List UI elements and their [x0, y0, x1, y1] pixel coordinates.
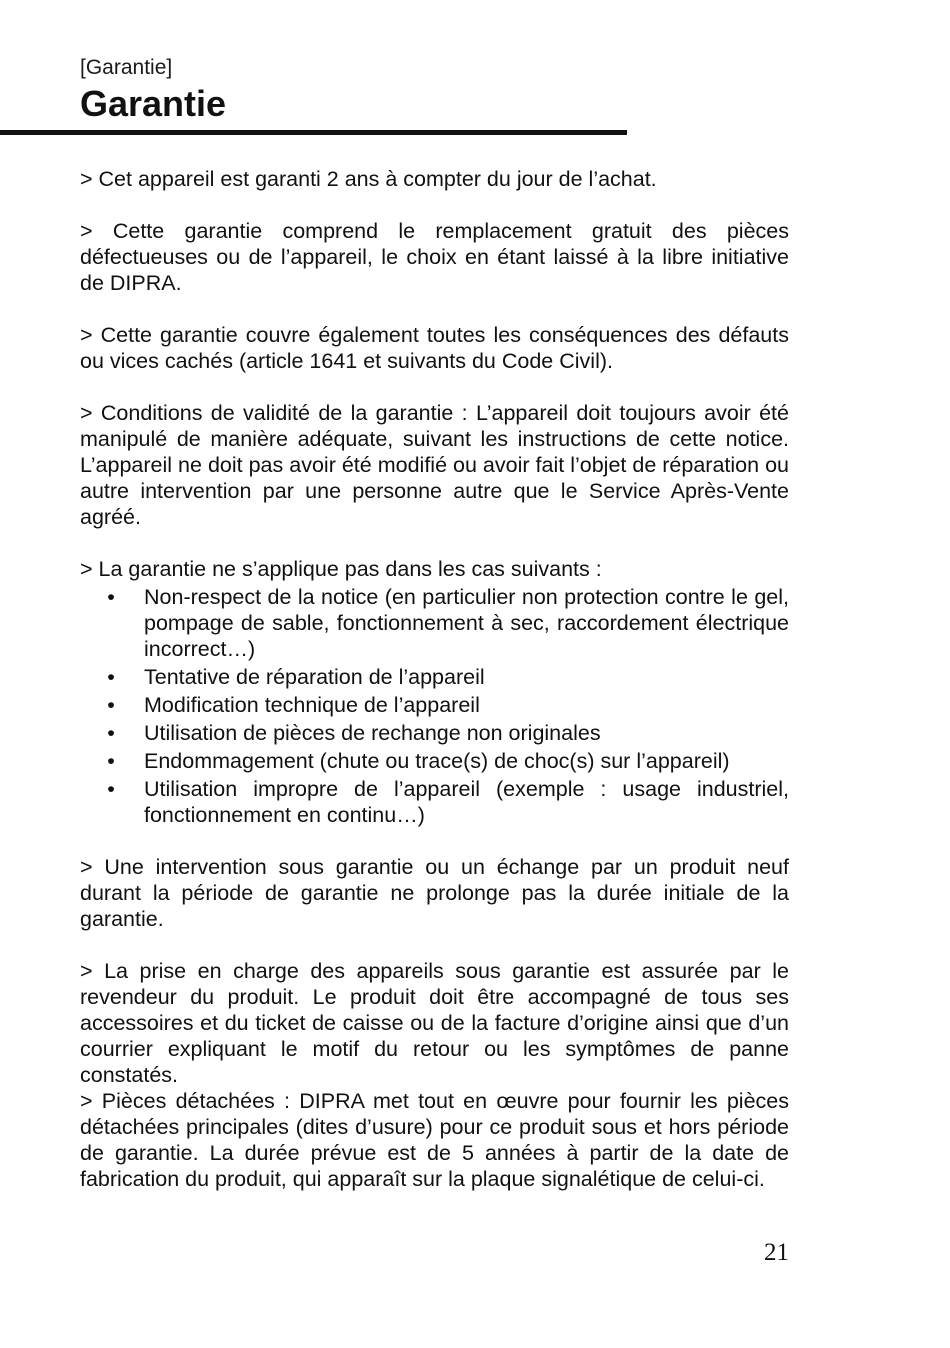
bullet-icon: •	[107, 693, 115, 717]
paragraph-exclusions-intro: > La garantie ne s’applique pas dans les cas suivants :	[80, 557, 602, 581]
list-item	[80, 692, 789, 718]
list-item-text: Non-respect de la notice (en particulier non protection contre le gel, pompage de sable, fonctionnement à sec, raccordement électrique incorrect…)	[144, 585, 789, 661]
paragraph-validity-conditions: > Conditions de validité de la garantie : L’appareil doit toujours avoir été manipulé de manière adéquate, suivant les instructions de cette notice. L’appareil ne doit pas avoir été modifié ou avoir fait l’objet de réparation ou autre intervention par une personne autre que le Service Après-Vente agréé.	[80, 401, 789, 529]
paragraph-spare-parts: > Pièces détachées : DIPRA met tout en œuvre pour fournir les pièces détachées principales (dites d’usure) pour ce produit sous et hors période de garantie. La durée prévue est de 5 années à partir de la date de fabrication du produit, qui apparaît sur la plaque signalétique de celui-ci.	[80, 1089, 789, 1191]
list-item-text: Utilisation impropre de l’appareil (exemple : usage industriel, fonctionnement en continu…)	[144, 777, 789, 827]
bullet-icon: •	[107, 749, 115, 773]
paragraph-warranty-duration: > Cet appareil est garanti 2 ans à compter du jour de l’achat.	[80, 167, 657, 191]
bullet-icon: •	[107, 665, 115, 689]
list-item-text: Utilisation de pièces de rechange non originales	[144, 721, 601, 745]
bullet-icon: •	[107, 585, 115, 609]
bullet-icon: •	[107, 777, 115, 801]
paragraph-return-procedure: > La prise en charge des appareils sous garantie est assurée par le revendeur du produit. Le produit doit être accompagné de tous ses accessoires et du ticket de caisse ou de la facture d’origine ainsi que d’un courrier expliquant le motif du retour ou les symptômes de panne constatés.	[80, 959, 789, 1087]
list-item-text: Endommagement (chute ou trace(s) de choc(s) sur l’appareil)	[144, 749, 730, 773]
list-item	[80, 720, 789, 746]
title-underline-divider	[0, 130, 627, 135]
paragraph-hidden-defects: > Cette garantie couvre également toutes les conséquences des défauts ou vices cachés (article 1641 et suivants du Code Civil).	[80, 323, 789, 373]
page-number: 21	[764, 1239, 789, 1266]
list-item-text: Modification technique de l’appareil	[144, 693, 480, 717]
exclusions-list	[80, 584, 789, 828]
page-title: Garantie	[80, 83, 227, 124]
warranty-body	[80, 166, 789, 1192]
list-item	[80, 776, 789, 828]
section-tag: [Garantie]	[80, 56, 173, 79]
paragraph-extension-policy: > Une intervention sous garantie ou un échange par un produit neuf durant la période de garantie ne prolonge pas la durée initiale de la garantie.	[80, 855, 789, 931]
list-item	[80, 748, 789, 774]
list-item-text: Tentative de réparation de l’appareil	[144, 665, 485, 689]
list-item	[80, 664, 789, 690]
list-item	[80, 584, 789, 662]
paragraph-warranty-coverage: > Cette garantie comprend le remplacement gratuit des pièces défectueuses ou de l’appareil, le choix en étant laissé à la libre initiative de DIPRA.	[80, 219, 789, 295]
bullet-icon: •	[107, 721, 115, 745]
